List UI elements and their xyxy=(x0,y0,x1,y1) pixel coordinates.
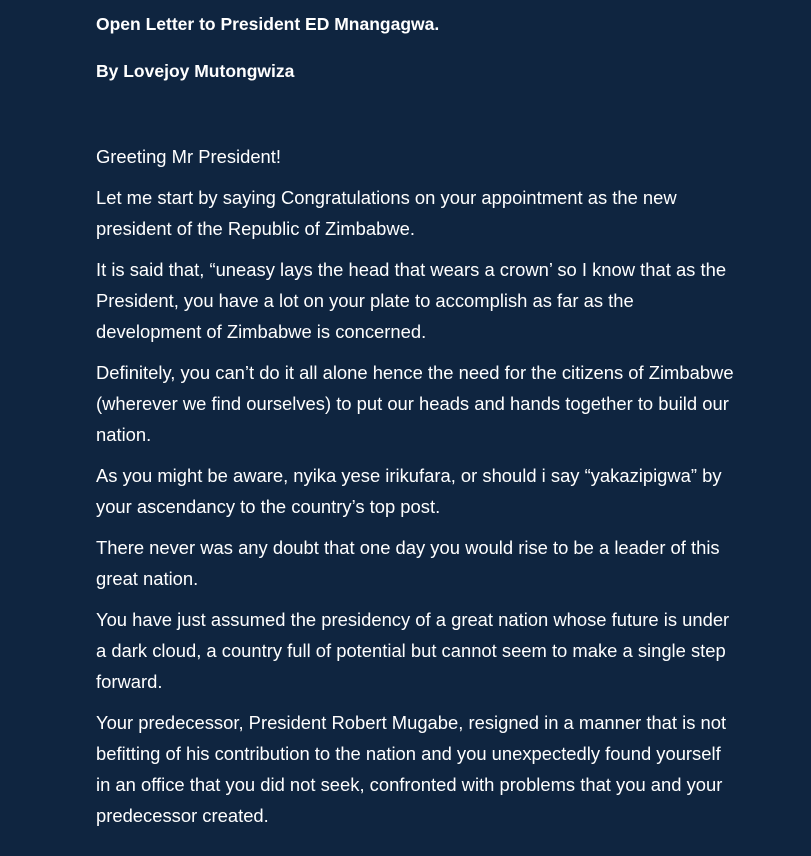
paragraph-crown: It is said that, “uneasy lays the head that wears a crown’ so I know that as the President, you have a lot on your plate to accomplish as far as the development of Zimbabwe is concerned. xyxy=(96,259,727,342)
letter-title: Open Letter to President ED Mnangagwa. xyxy=(96,14,440,34)
letter-byline: By Lovejoy Mutongwiza xyxy=(96,61,295,81)
paragraph-ascendancy: As you might be aware, nyika yese irikufara, or should i say “yakazipigwa” by your ascendancy to the country’s top post. xyxy=(96,465,722,517)
paragraph-leader: There never was any doubt that one day you would rise to be a leader of this great nation. xyxy=(96,537,720,589)
paragraph-congratulations: Let me start by saying Congratulations on your appointment as the new president of the Republic of Zimbabwe. xyxy=(96,187,677,239)
letter-body xyxy=(96,141,771,831)
paragraph-citizens: Definitely, you can’t do it all alone hence the need for the citizens of Zimbabwe (wherever we find ourselves) to put our heads and hands together to build our nation. xyxy=(96,362,734,445)
paragraph-greeting: Greeting Mr President! xyxy=(96,146,282,167)
paragraph-presidency: You have just assumed the presidency of a great nation whose future is under a dark cloud, a country full of potential but cannot seem to make a single step forward. xyxy=(96,609,730,692)
paragraph-predecessor: Your predecessor, President Robert Mugabe, resigned in a manner that is not befitting of his contribution to the nation and you unexpectedly found yourself in an office that you did not seek, confronted with problems that you and your predecessor created. xyxy=(96,712,727,826)
